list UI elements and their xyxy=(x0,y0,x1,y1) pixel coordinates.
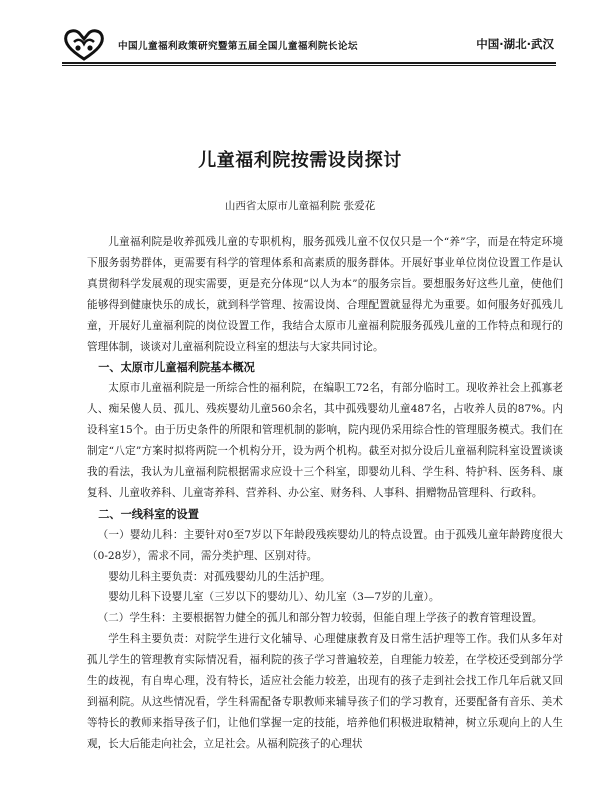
article-body xyxy=(87,232,563,755)
header-divider-thin xyxy=(62,65,556,66)
page-header xyxy=(62,30,554,58)
list-item: （一）婴幼儿科：主要针对0至7岁以下年龄段残疾婴幼儿的特点设置。由于孤残儿童年龄跨度很大（0-28岁），需求不同，需分类护理、区别对待。 xyxy=(87,528,563,562)
article-title: 儿童福利院按需设岗探讨 xyxy=(198,150,402,171)
header-location: 中国·湖北·武汉 xyxy=(476,37,554,51)
intro-paragraph: 儿童福利院是收养孤残儿童的专职机构，服务孤残儿童不仅仅只是一个“养”字，而是在特定环境下服务弱势群体，更需要有科学的管理体系和高素质的服务群体。开展好事业单位岗位设置工作是认真贯彻科学发展观的现实需要，更是充分体现“以人为本”的服务宗旨。要想服务好这些儿童，使他们能够得到健康快乐的成长，就到科学管理、按需设岗、合理配置就显得尤为重要。如何服务好孤残儿童，开展好儿童福利院的岗位设置工作，我结合太原市儿童福利院服务孤残儿童的工作特点和现行的管理体制，谈谈对儿童福利院设立科室的想法与大家共同讨论。 xyxy=(87,236,563,353)
list-item-detail: 婴幼儿科下设婴儿室（三岁以下的婴幼儿）、幼儿室（3—7岁的儿童）。 xyxy=(108,591,440,604)
list-item-detail: 学生科主要负责：对院学生进行文化辅导、心理健康教育及日常生活护理等工作。我们从多年对孤儿学生的管理教育实际情况看，福利院的孩子学习普遍较差，自理能力较差，在学校还受到部分学生的歧视，有自卑心理，没有特长，适应社会能力较差，出现有的孩子走到社会找工作几年后就又回到福利院。从这些情况看，学生科需配备专职教师来辅导孩子们的学习教育，还要配备有音乐、美术等特长的教师来指导孩子们，让他们掌握一定的技能，培养他们积极进取精神，树立乐观向上的人生观，长大后能走向社会，立足社会。从福利院孩子的心理状 xyxy=(87,633,563,750)
section-paragraph: 太原市儿童福利院是一所综合性的福利院，在编职工72名，有部分临时工。现收养社会上孤寡老人、痴呆傻人员、孤儿、残疾婴幼儿童560余名，其中孤残婴幼儿童487名，占收养人员的87%。内设科室15个。由于历史条件的所限和管理机制的影响，院内现仍采用综合性的管理服务模式。我们在制定“八定”方案时拟将两院一个机构分开，设为两个机构。截至对拟分设后儿童福利院科室设置谈谈我的看法，我认为儿童福利院根据需求应设十三个科室，即婴幼儿科、学生科、特护科、医务科、康复科、儿童收养科、儿童寄养科、营养科、办公室、财务科、人事科、捐赠物品管理科、行政科。 xyxy=(87,382,563,499)
list-item: （二）学生科：主要根据智力健全的孤儿和部分智力较弱，但能自理上学孩子的教育管理设置。 xyxy=(97,612,543,625)
header-title: 中国儿童福利政策研究暨第五届全国儿童福利院长论坛 xyxy=(118,41,358,52)
header-divider xyxy=(62,62,556,64)
section-heading: 一、太原市儿童福利院基本概况 xyxy=(98,360,255,375)
article-author: 山西省太原市儿童福利院 张爱花 xyxy=(224,200,376,212)
heart-hands-logo-icon xyxy=(62,28,106,62)
list-item-detail: 婴幼儿科主要负责：对孤残婴幼儿的生活护理。 xyxy=(108,570,331,583)
section-heading: 二、一线科室的设置 xyxy=(98,506,199,521)
